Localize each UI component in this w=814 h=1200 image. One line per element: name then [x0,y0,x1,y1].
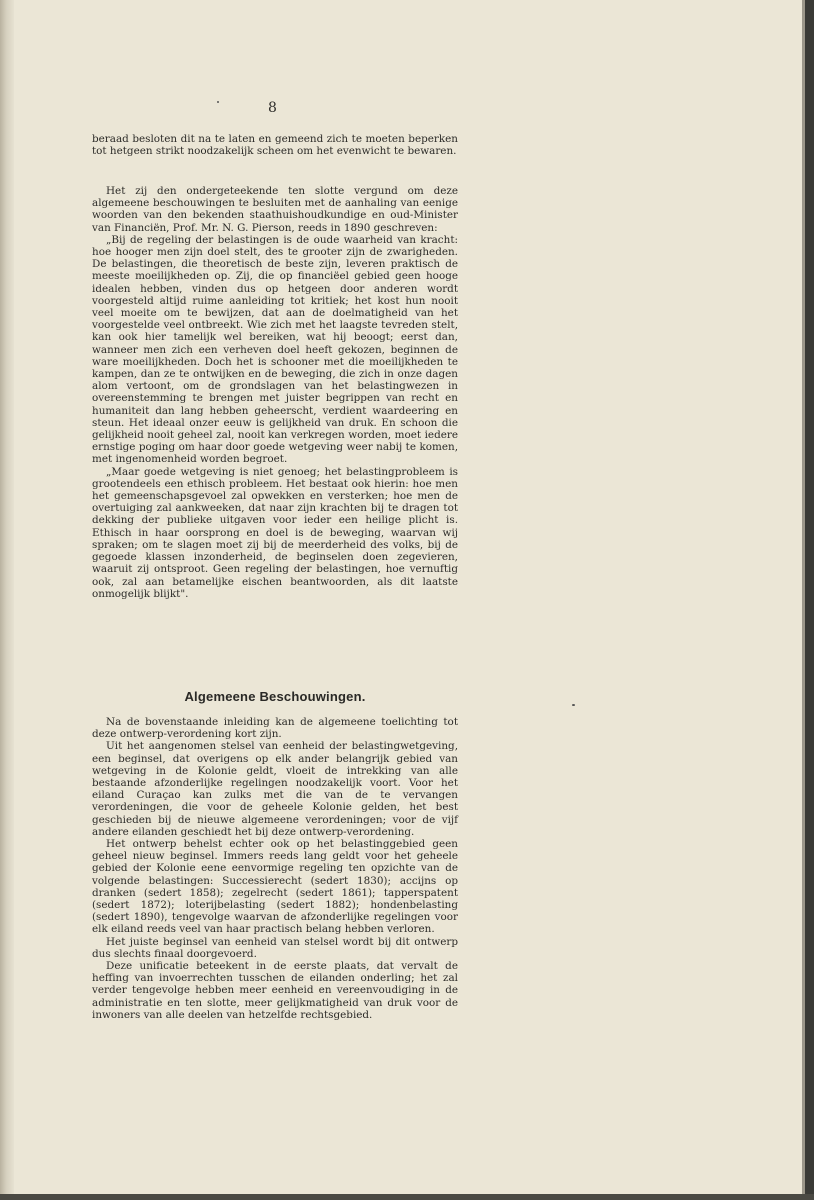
paragraph: Deze unificatie beteekent in de eerste plaats, dat vervalt de heffing van invoerrechten tusschen de eilanden onderling; het zal verder tengevolge hebben meer eenheid en vereenvoudiging in de administratie en ten slotte, meer gelijkmatigheid van druk voor de inwoners van alle deelen van hetzelfde rechtsgebied. [92,960,458,1021]
quote-paragraph: „Bij de regeling der belastingen is de oude waarheid van kracht: hoe hooger men zijn doel stelt, des te grooter zijn de zwarigheden. De belastingen, die theoretisch de beste zijn, leveren praktisch de meeste moeilijkheden op. Zij, die op financiëel gebied geen hooge idealen hebben, vinden dus op hetgeen door anderen wordt voorgesteld altijd ruime aanleiding tot kritiek; het kost hun nooit veel moeite om te bewijzen, dat aan de doelmatigheid van het voorgestelde veel ontbreekt. Wie zich met het laagste tevreden stelt, kan ook hier tamelijk wel bereiken, wat hij beoogt; eerst dan, wanneer men zich een verheven doel heeft gekozen, beginnen de ware moeilijkheden. Doch het is schooner met die moeilijkheden te kampen, dan ze te ontwijken en de beweging, die zich in onze dagen alom vertoont, om de grondslagen van het belastingwezen in overeenstemming te brengen met juister begrippen van recht en humaniteit dan lang hebben geheerscht, verdient waardeering en steun. Het ideaal onzer eeuw is gelijkheid van druk. En schoon die gelijkheid nooit geheel zal, nooit kan verkregen worden, moet iedere ernstige poging om haar door goede wetgeving weer nabij te komen, met ingenomenheid worden begroet. [92,233,458,466]
page-edge [805,0,814,1200]
paragraph: Het zij den ondergeteekende ten slotte vergund om deze algemeene beschouwingen te besluiten met de aanhaling van eenige woorden van den bekenden staathuishoudkundige en oud-Minister van Financiën, Prof. Mr. N. G. Pierson, reeds in 1890 geschreven: [92,185,458,234]
paragraph: Na de bovenstaande inleiding kan de algemeene toelichting tot deze ontwerp-verordening kort zijn. [92,716,458,741]
paragraph: Uit het aangenomen stelsel van eenheid der belastingwetgeving, een beginsel, dat overigens op elk ander belangrijk gebied van wetgeving in de Kolonie geldt, vloeit de intrekking van alle bestaande afzonderlijke regelingen noodzakelijk voort. Voor het eiland Curaçao kan zulks met die van de te vervangen verordeningen, die voor de geheele Kolonie gelden, het best geschieden bij de nieuwe algemeene verordeningen; voor de vijf andere eilanden geschiedt het bij deze ontwerp-verordening. [92,740,458,838]
pierson-quotation-block [92,185,458,600]
bottom-edge [0,1194,814,1200]
page-number: 8 [268,100,277,116]
ink-speck [572,704,575,706]
binding-edge [0,0,14,1200]
paragraph: Het juiste beginsel van eenheid van stelsel wordt bij dit ontwerp dus slechts finaal doorgevoerd. [92,935,458,960]
general-remarks-block [92,716,458,1021]
opening-paragraph-block [92,133,458,157]
section-heading: Algemeene Beschouwingen. [184,689,366,704]
paragraph: Het ontwerp behelst echter ook op het belastinggebied geen geheel nieuw beginsel. Immers reeds lang geldt voor het geheele gebied der Kolonie eene eenvormige regeling ten opzichte van de volgende belastingen: Successierecht (sedert 1830); accijns op dranken (sedert 1858); zegelrecht (sedert 1861); tapperspatent (sedert 1872); loterijbelasting (sedert 1882); hondenbelasting (sedert 1890), tengevolge waarvan de afzonderlijke regelingen voor elk eiland reeds veel van haar practisch belang hebben verloren. [92,838,458,936]
paragraph: beraad besloten dit na te laten en gemeend zich te moeten beperken tot hetgeen strikt noodzakelijk scheen om het evenwicht te bewaren. [92,133,458,158]
quote-paragraph: „Maar goede wetgeving is niet genoeg; het belastingprobleem is grootendeels een ethisch probleem. Het bestaat ook hierin: hoe men het gemeenschapsgevoel zal opwekken en versterken; hoe men de overtuiging zal aankweeken, dat naar zijn krachten bij te dragen tot dekking der publieke uitgaven voor ieder een heilige plicht is. Ethisch in haar oorsprong en doel is de beweging, waarvan wij spraken; om te slagen moet zij bij de meerderheid des volks, bij de gegoede klassen inzonderheid, de beginselen doen zegevieren, waaruit zij ontsproot. Geen regeling der belastingen, hoe vernuftig ook, zal aan betamelijke eischen beantwoorden, als dit laatste onmogelijk blijkt". [92,465,458,600]
ink-speck [217,101,219,103]
